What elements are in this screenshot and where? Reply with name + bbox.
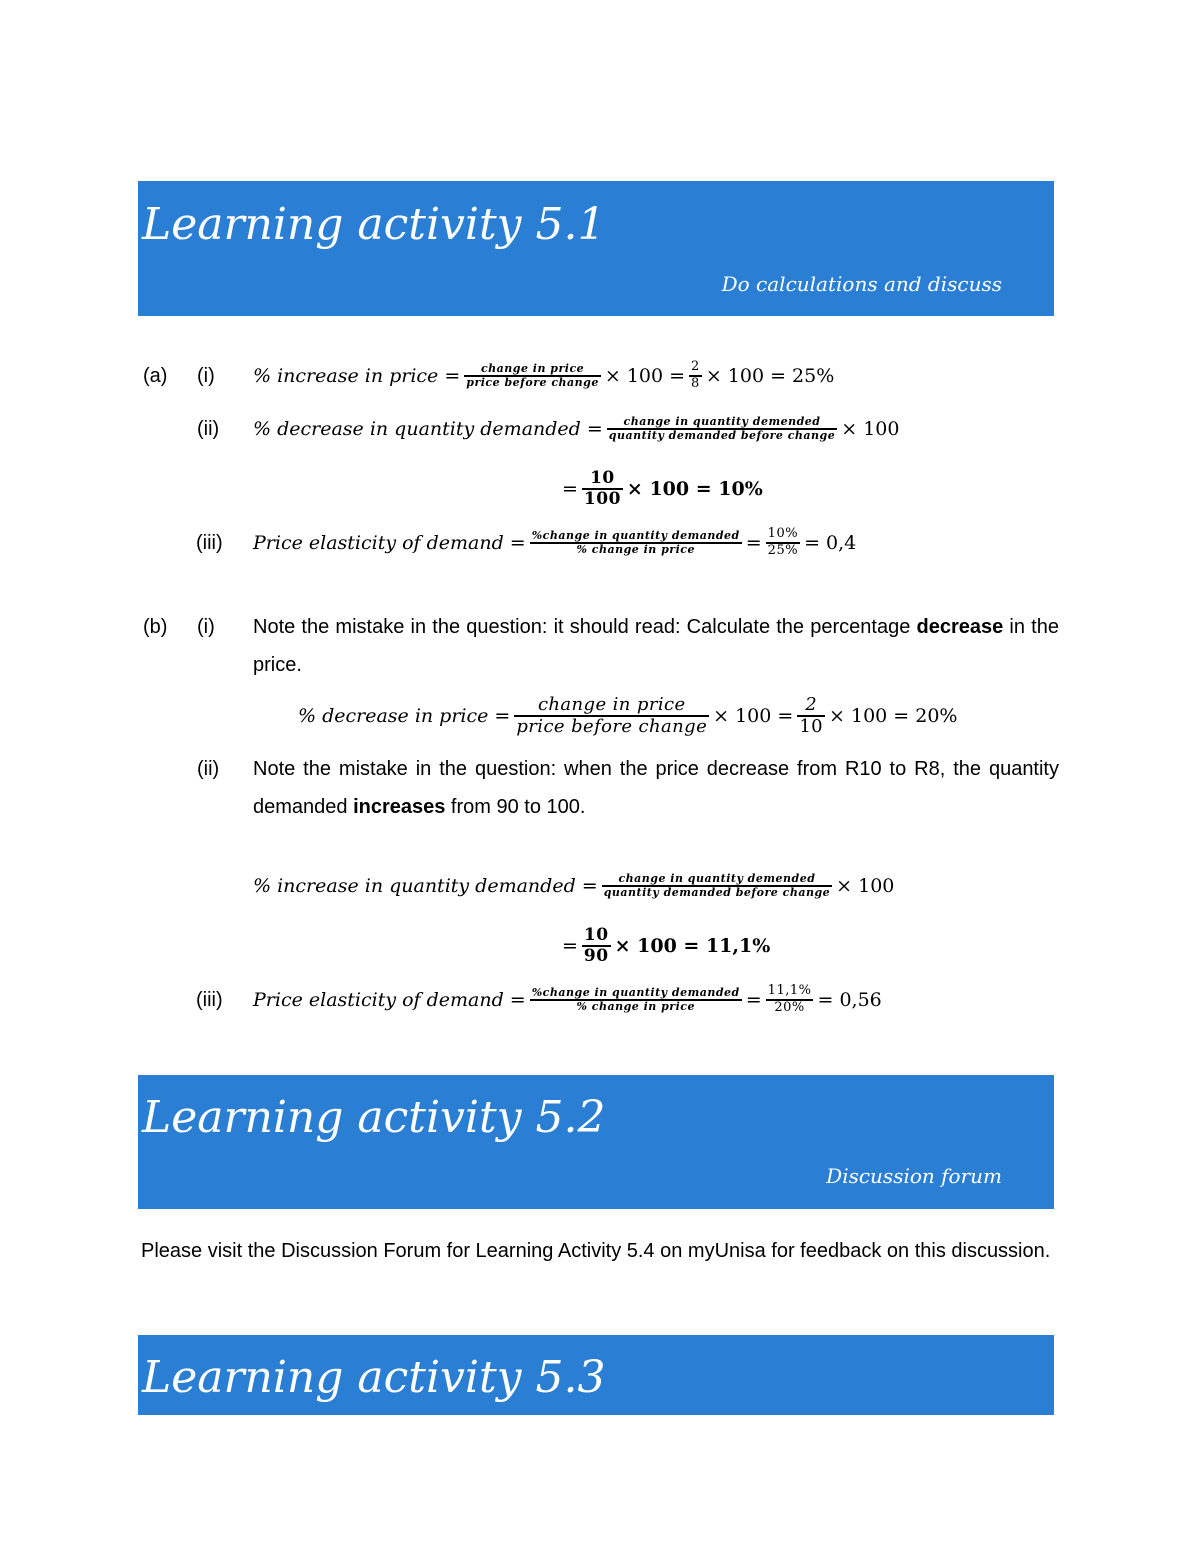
fraction-10-100 [582, 469, 623, 510]
eq-equals: = [745, 989, 762, 1011]
label-a-iii: (iii) [196, 532, 223, 554]
fraction-denominator: price before change [516, 715, 708, 737]
note-text: Note the mistake in the question: it should read: Calculate the percentage [253, 616, 917, 638]
activity-subtitle: Do calculations and discuss [721, 272, 1002, 296]
fraction-numerator: %change in quantity demanded [531, 985, 740, 999]
note-emphasis: increases [353, 796, 446, 818]
fraction [602, 873, 832, 900]
fraction [530, 530, 742, 557]
eq-result: × 100 = 10% [626, 478, 763, 500]
eq-times: × 100 = [713, 705, 794, 727]
fraction-denominator: % change in price [576, 999, 695, 1013]
fraction [514, 695, 709, 738]
eq-lhs: Price elasticity of demand = [253, 989, 526, 1011]
equation-b-i [298, 692, 958, 740]
eq-lhs: % decrease in price = [298, 705, 511, 727]
fraction [464, 363, 601, 390]
activity-title: Learning activity 5.3 [142, 1352, 606, 1403]
equation-b-ii [253, 866, 894, 906]
eq-lhs: % increase in price = [253, 365, 461, 387]
fraction-percent [766, 527, 800, 558]
fraction-numerator: 10 [583, 924, 609, 945]
fraction-denominator: 20% [774, 999, 805, 1015]
note-text: in the price. [253, 616, 1059, 676]
fraction [530, 987, 742, 1014]
eq-lhs: Price elasticity of demand = [253, 532, 526, 554]
equation-a-ii-continued [562, 469, 763, 509]
fraction-denominator: 8 [691, 375, 700, 391]
banner-activity-5-1 [138, 181, 1054, 316]
fraction-numerator: 10 [590, 467, 615, 488]
eq-result: = 0,56 [817, 989, 882, 1011]
fraction-numerator: 10% [767, 526, 799, 542]
banner-activity-5-2 [138, 1075, 1054, 1209]
fraction-denominator: 100 [583, 488, 621, 509]
note-text: from 90 to 100. [445, 796, 586, 818]
eq-lhs: % increase in quantity demanded = [253, 875, 598, 897]
eq-times: × 100 [836, 875, 895, 897]
fraction-numerator: change in quantity demended [623, 414, 821, 428]
fraction-denominator: 90 [583, 945, 609, 966]
label-a-i: (i) [197, 365, 215, 387]
equation-a-iii [253, 523, 856, 563]
equation-a-ii [253, 409, 899, 449]
equation-a-i [253, 356, 834, 396]
note-b-ii [253, 750, 1059, 826]
fraction-percent [766, 984, 814, 1015]
label-b-i: (i) [197, 616, 215, 638]
fraction-numerator: change in quantity demended [618, 871, 816, 885]
label-a-ii: (ii) [197, 418, 220, 440]
activity-subtitle: Discussion forum [826, 1164, 1002, 1188]
fraction-2-8 [689, 360, 702, 391]
eq-equals: = [562, 935, 578, 957]
note-b-i [253, 608, 1059, 684]
eq-result: = 0,4 [804, 532, 857, 554]
label-b-iii: (iii) [196, 989, 223, 1011]
fraction-10-90 [582, 926, 611, 967]
fraction-denominator: quantity demanded before change [608, 428, 836, 442]
activity-title: Learning activity 5.1 [142, 199, 606, 250]
label-b-ii: (ii) [197, 758, 220, 780]
fraction-numerator: 11,1% [767, 983, 812, 999]
eq-times: × 100 [841, 418, 900, 440]
fraction [607, 416, 837, 443]
fraction-denominator: % change in price [576, 542, 695, 556]
eq-lhs: % decrease in quantity demanded = [253, 418, 603, 440]
equation-b-iii [253, 980, 882, 1020]
eq-equals: = [562, 478, 578, 500]
eq-result: × 100 = 25% [705, 365, 835, 387]
label-a: (a) [143, 365, 168, 387]
fraction-denominator: 25% [767, 542, 799, 558]
fraction-numerator: 2 [691, 359, 700, 375]
fraction-numerator: change in price [537, 693, 686, 715]
eq-equals: = [745, 532, 762, 554]
eq-result: × 100 = 20% [829, 705, 958, 727]
banner-activity-5-3 [138, 1335, 1054, 1415]
activity-title: Learning activity 5.2 [142, 1092, 606, 1143]
fraction-numerator: 2 [805, 693, 818, 715]
note-emphasis: decrease [916, 616, 1004, 638]
fraction-numerator: %change in quantity demanded [531, 528, 740, 542]
eq-times: × 100 = [604, 365, 686, 387]
fraction-denominator: price before change [466, 375, 599, 389]
fraction-numerator: change in price [480, 361, 585, 375]
fraction-denominator: quantity demanded before change [603, 885, 831, 899]
label-b: (b) [143, 616, 168, 638]
fraction-denominator: 10 [799, 715, 824, 737]
fraction-2-10 [797, 695, 825, 738]
forum-paragraph: Please visit the Discussion Forum for Learning Activity 5.4 on myUnisa for feedback on this discussion. [141, 1240, 1051, 1262]
note-text: Note the mistake in the question: when the price decrease from R10 to R8, the quantity demanded [253, 758, 1059, 818]
equation-b-ii-continued [562, 926, 770, 966]
eq-result: × 100 = 11,1% [614, 935, 771, 957]
